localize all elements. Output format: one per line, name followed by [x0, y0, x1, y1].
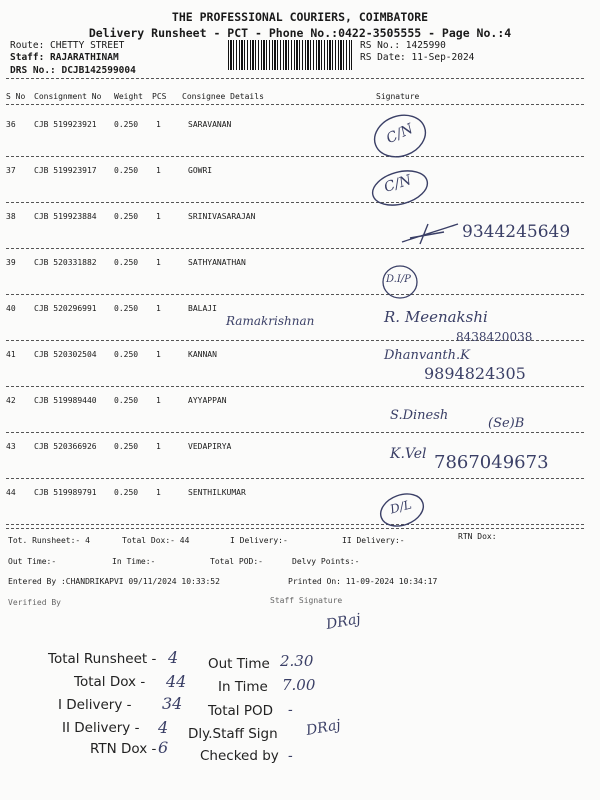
signature-42: S.Dinesh [390, 408, 449, 423]
summary-in-time-label: In Time [218, 679, 268, 695]
row-consignee: AYYAPPAN [188, 396, 227, 405]
summary-total-pod-label: Total POD [208, 703, 273, 719]
row-sno: 41 [6, 350, 16, 359]
row-sno: 44 [6, 488, 16, 497]
col-header-signature: Signature [376, 92, 420, 101]
summary-checked-by-value: - [288, 748, 293, 764]
row-consignment-no: CJB 519989440 [34, 396, 97, 405]
summary-i-delivery-label: I Delivery - [58, 697, 132, 713]
stamp-text-44: D/L [388, 497, 414, 517]
row-sno: 43 [6, 442, 16, 451]
summary-total-dox-value: 44 [166, 672, 187, 691]
row-divider [6, 248, 584, 249]
phone-38: 9344245649 [462, 222, 571, 242]
summary-total-runsheet-label: Total Runsheet - [48, 651, 157, 667]
row-sno: 36 [6, 120, 16, 129]
summary-total-pod-value: - [288, 702, 293, 718]
barcode-image [228, 40, 352, 70]
verified-by: Verified By [8, 598, 61, 607]
rs-date: RS Date: 11-Sep-2024 [360, 52, 475, 63]
summary-rtn-dox-label: RTN Dox - [90, 741, 157, 757]
summary-rtn-dox-value: 6 [158, 738, 169, 757]
phone-40: 8438420038 [456, 330, 533, 344]
note-42: (Se)B [488, 416, 525, 431]
divider [6, 104, 584, 105]
row-pcs: 1 [156, 304, 161, 313]
row-consignee: SENTHILKUMAR [188, 488, 246, 497]
stamp-text-39: D.I/P [386, 274, 411, 285]
row-pcs: 1 [156, 488, 161, 497]
row-weight: 0.250 [114, 120, 139, 129]
divider [6, 78, 584, 79]
row-consignee: VEDAPIRYA [188, 442, 232, 451]
row-pcs: 1 [156, 120, 161, 129]
row-weight: 0.250 [114, 212, 139, 221]
row-consignee: KANNAN [188, 350, 217, 359]
drs-number: DRS No.: DCJB142599004 [10, 65, 136, 76]
summary-out-time-label: Out Time [208, 656, 270, 672]
row-consignment-no: CJB 520302504 [34, 350, 97, 359]
summary-checked-by-label: Checked by [200, 748, 279, 764]
row-weight: 0.250 [114, 166, 139, 175]
col-header-weight: Weight [114, 92, 143, 101]
divider [6, 528, 584, 529]
row-consignee: GOWRI [188, 166, 213, 175]
row-consignee: BALAJI [188, 304, 217, 313]
signature-41: Dhanvanth.K [384, 348, 470, 363]
row-consignee: SRINIVASARAJAN [188, 212, 256, 221]
tot-runsheet: Tot. Runsheet:- 4 [8, 536, 90, 545]
signature-43: K.Vel [390, 446, 427, 462]
receiver-name-40: Ramakrishnan [226, 314, 315, 328]
row-consignment-no: CJB 519923917 [34, 166, 97, 175]
row-sno: 39 [6, 258, 16, 267]
row-weight: 0.250 [114, 488, 139, 497]
phone-43: 7867049673 [434, 452, 549, 473]
phone-41: 9894824305 [424, 364, 526, 383]
cn-stamp-text-36: C/N [383, 120, 416, 148]
row-divider [6, 524, 584, 525]
in-time: In Time:- [112, 557, 156, 566]
summary-i-delivery-value: 34 [162, 694, 183, 713]
route-label: Route: CHETTY STREET [10, 40, 125, 51]
row-consignee: SATHYANATHAN [188, 258, 246, 267]
summary-ii-delivery-value: 4 [158, 718, 169, 737]
row-sno: 37 [6, 166, 16, 175]
row-weight: 0.250 [114, 442, 139, 451]
i-delivery: I Delivery:- [230, 536, 288, 545]
signature-40: R. Meenakshi [384, 308, 488, 326]
row-consignment-no: CJB 519923884 [34, 212, 97, 221]
row-consignee: SARAVANAN [188, 120, 232, 129]
printed-on: Printed On: 11-09-2024 10:34:17 [288, 577, 438, 586]
total-dox: Total Dox:- 44 [122, 536, 190, 545]
row-pcs: 1 [156, 442, 161, 451]
row-divider [6, 294, 584, 295]
summary-ii-delivery-label: II Delivery - [62, 720, 140, 736]
cn-stamp-text-37: C/N [382, 172, 414, 196]
row-consignment-no: CJB 520366926 [34, 442, 97, 451]
total-pod: Total POD:- [210, 557, 263, 566]
row-weight: 0.250 [114, 396, 139, 405]
company-title: THE PROFESSIONAL COURIERS, COIMBATORE [171, 10, 429, 24]
row-divider [6, 386, 584, 387]
row-pcs: 1 [156, 212, 161, 221]
row-sno: 42 [6, 396, 16, 405]
row-divider [6, 202, 584, 203]
rs-number: RS No.: 1425990 [360, 40, 446, 51]
row-consignment-no: CJB 519923921 [34, 120, 97, 129]
row-consignment-no: CJB 519989791 [34, 488, 97, 497]
staff-label: Staff: RAJARATHINAM [10, 52, 119, 63]
col-header-consignment: Consignment No [34, 92, 102, 101]
entered-by: Entered By :CHANDRIKAPVI 09/11/2024 10:33:52 [8, 577, 220, 586]
runsheet-subtitle: Delivery Runsheet - PCT - Phone No.:0422-3505555 - Page No.:4 [88, 26, 512, 40]
staff-signature: DRaj [324, 611, 362, 633]
summary-out-time-value: 2.30 [280, 652, 314, 670]
row-weight: 0.250 [114, 258, 139, 267]
row-divider [6, 156, 584, 157]
summary-dly-staff-sign-label: Dly.Staff Sign [188, 726, 278, 742]
summary-total-runsheet-value: 4 [168, 648, 179, 667]
delvy-points: Delvy Points:- [292, 557, 360, 566]
out-time: Out Time:- [8, 557, 57, 566]
row-pcs: 1 [156, 166, 161, 175]
row-divider [6, 478, 584, 479]
staff-signature-label: Staff Signature [270, 596, 343, 605]
row-weight: 0.250 [114, 350, 139, 359]
row-pcs: 1 [156, 396, 161, 405]
row-consignment-no: CJB 520296991 [34, 304, 97, 313]
row-sno: 38 [6, 212, 16, 221]
summary-total-dox-label: Total Dox - [74, 674, 146, 690]
row-consignment-no: CJB 520331882 [34, 258, 97, 267]
summary-dly-staff-sign-value: DRaj [304, 717, 342, 739]
row-weight: 0.250 [114, 304, 139, 313]
summary-in-time-value: 7.00 [282, 676, 316, 694]
rtn-dox: RTN Dox: [458, 532, 497, 541]
col-header-consignee: Consignee Details [182, 92, 264, 101]
row-sno: 40 [6, 304, 16, 313]
row-pcs: 1 [156, 258, 161, 267]
row-divider [6, 432, 584, 433]
col-header-pcs: PCS [152, 92, 167, 101]
signature-38 [400, 218, 460, 248]
ii-delivery: II Delivery:- [342, 536, 405, 545]
row-pcs: 1 [156, 350, 161, 359]
col-header-sno: S No [6, 92, 26, 101]
